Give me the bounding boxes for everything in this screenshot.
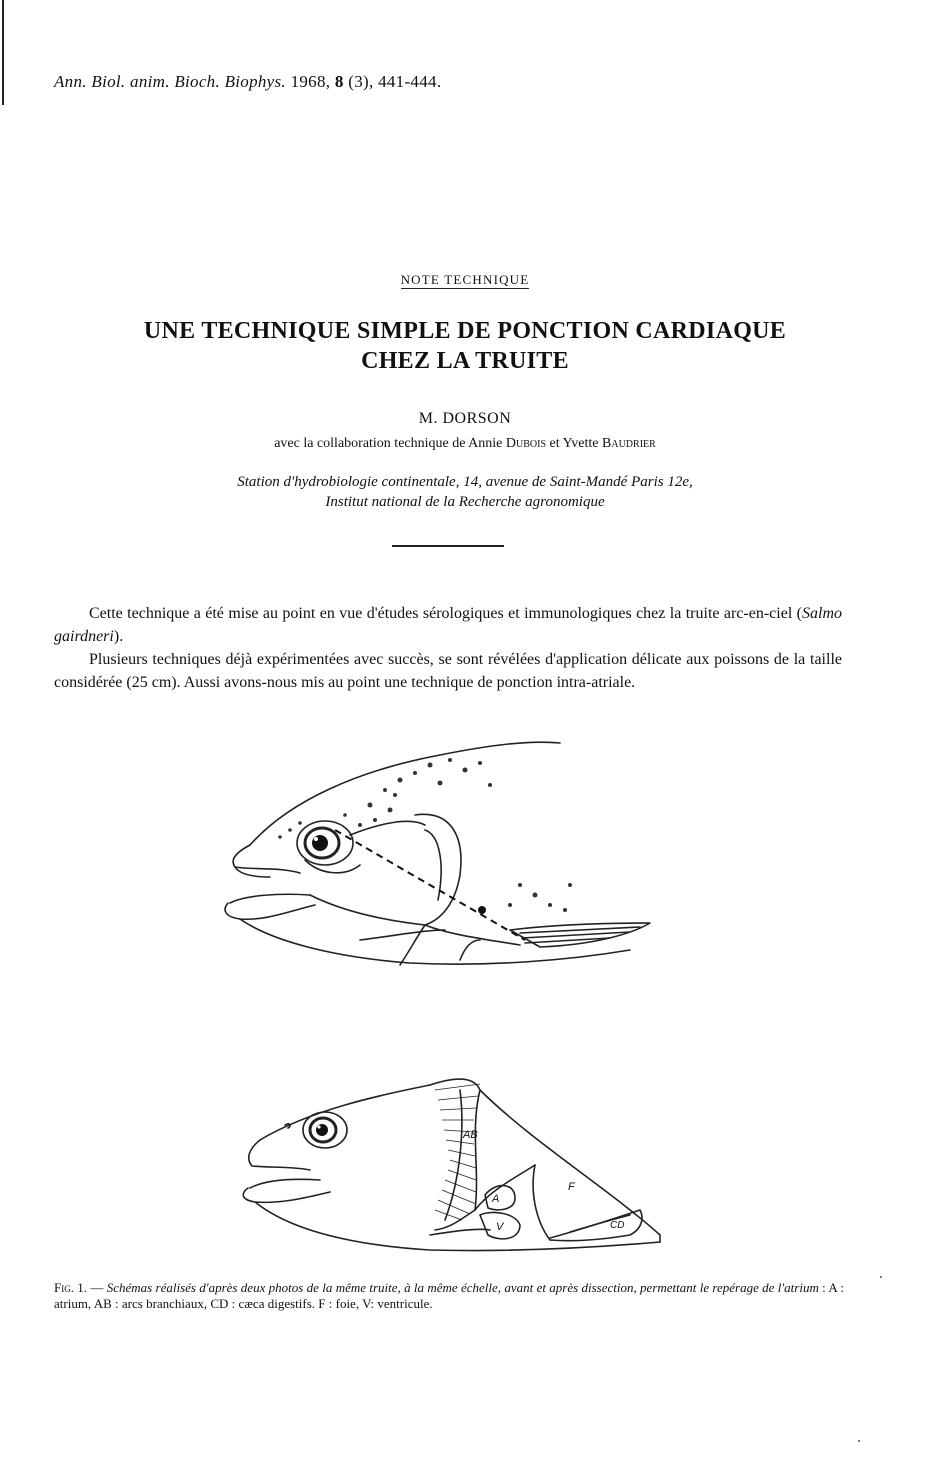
caption-italic: Schémas réalisés d'après deux photos de la même truite, à la même échelle, avant et après dissection, permettant le repérage de l'atrium	[106, 1280, 819, 1295]
label-a: A	[492, 1193, 500, 1205]
label-f: F	[568, 1181, 575, 1193]
collaboration-line: avec la collaboration technique de Annie Dubois et Yvette Baudrier	[274, 436, 656, 451]
body-text	[54, 602, 842, 694]
affiliation	[0, 472, 930, 512]
journal-year: 1968,	[290, 72, 331, 91]
scan-speck	[880, 1276, 882, 1278]
journal-volume: 8	[334, 72, 344, 91]
species-name: Salmo gairdneri	[54, 605, 842, 645]
label-cd: CD	[610, 1220, 625, 1231]
caption-label: Fig. 1. —	[54, 1280, 107, 1295]
paragraph-2: Plusieurs techniques déjà expérimentées avec succès, se sont révélées d'application délicate aux poissons de la taille considérée (25 cm). Aussi avons-nous mis au point une technique de ponction intra-atriale.	[54, 651, 842, 691]
journal-issue-pages: (3), 441-444.	[348, 72, 442, 91]
label-v: V	[496, 1221, 504, 1233]
affiliation-line-2: Institut national de la Recherche agronomique	[325, 494, 605, 510]
title-line-1: UNE TECHNIQUE SIMPLE DE PONCTION CARDIAQUE	[143, 318, 787, 344]
title-line-2: CHEZ LA TRUITE	[361, 348, 569, 374]
figure-caption	[54, 1280, 844, 1312]
scan-speck	[858, 1440, 860, 1442]
page-title	[40, 316, 890, 376]
separator-rule	[392, 545, 504, 547]
margin-rule	[2, 0, 4, 105]
journal-name: Ann. Biol. anim. Bioch. Biophys.	[54, 72, 286, 91]
affiliation-line-1: Station d'hydrobiologie continentale, 14, avenue de Saint-Mandé Paris 12e,	[237, 474, 693, 490]
collaborator-1: Dubois	[505, 436, 547, 451]
collaborator-2: Baudrier	[602, 436, 656, 451]
paragraph-1: Cette technique a été mise au point en vue d'études sérologiques et immunologiques chez la truite arc-en-ciel (Salmo gairdneri).	[54, 605, 842, 645]
figure-trout-head-external	[210, 735, 660, 975]
caption-legend: : A : atrium, AB : arcs branchiaux, CD : cæca digestifs. F : foie, V: ventricule.	[54, 1280, 844, 1311]
section-label: NOTE TECHNIQUE	[400, 272, 530, 287]
author: M. DORSON	[418, 410, 512, 427]
label-ab: AB	[463, 1129, 478, 1141]
journal-header	[54, 72, 441, 92]
figure-trout-dissected	[230, 1070, 670, 1255]
